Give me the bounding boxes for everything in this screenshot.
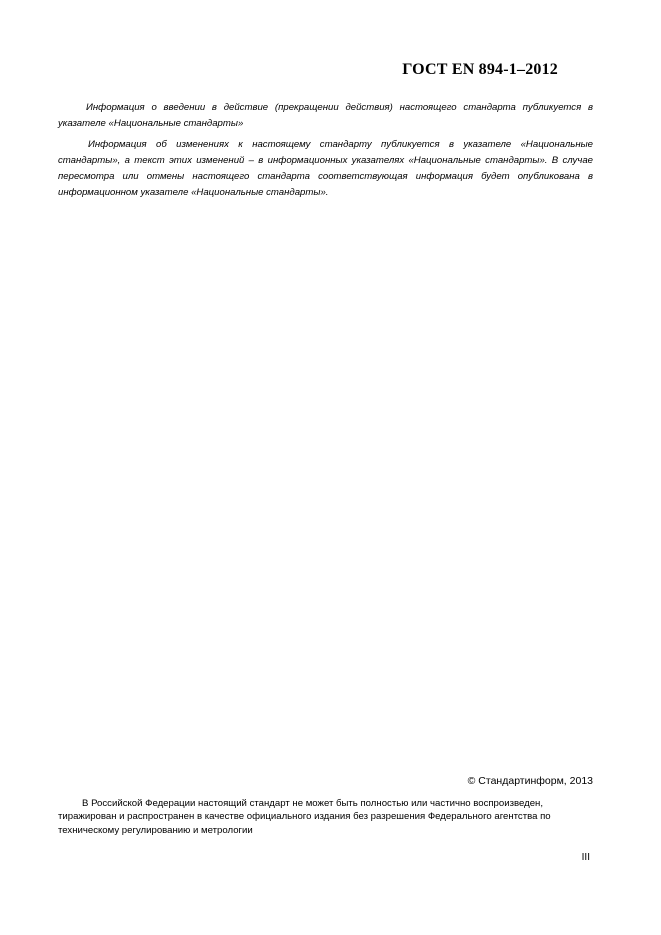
page-number: III <box>581 852 590 863</box>
effective-date-info-paragraph: Информация о введении в действие (прекращении действия) настоящего стандарта публикуется в указателе «Национальные стандарты» <box>58 101 593 129</box>
copyright-line: © Стандартинформ, 2013 <box>467 775 593 787</box>
reproduction-notice: В Российской Федерации настоящий стандарт не может быть полностью или частично воспроизведен, тиражирован и распространен в качестве официального издания без разрешения Федерального агентства по техническому регулированию и метрологии <box>58 797 551 836</box>
amendments-info-paragraph: Информация об изменениях к настоящему стандарту публикуется в указателе «Национальные стандарты», а текст этих изменений – в информационных указателях «Национальные стандарты». В случае пересмотра или отмены настоящего стандарта соответствующая информация будет опубликована в информационном указателе «Национальные стандарты». <box>58 138 593 198</box>
document-code-header: ГОСТ EN 894-1–2012 <box>402 61 558 78</box>
